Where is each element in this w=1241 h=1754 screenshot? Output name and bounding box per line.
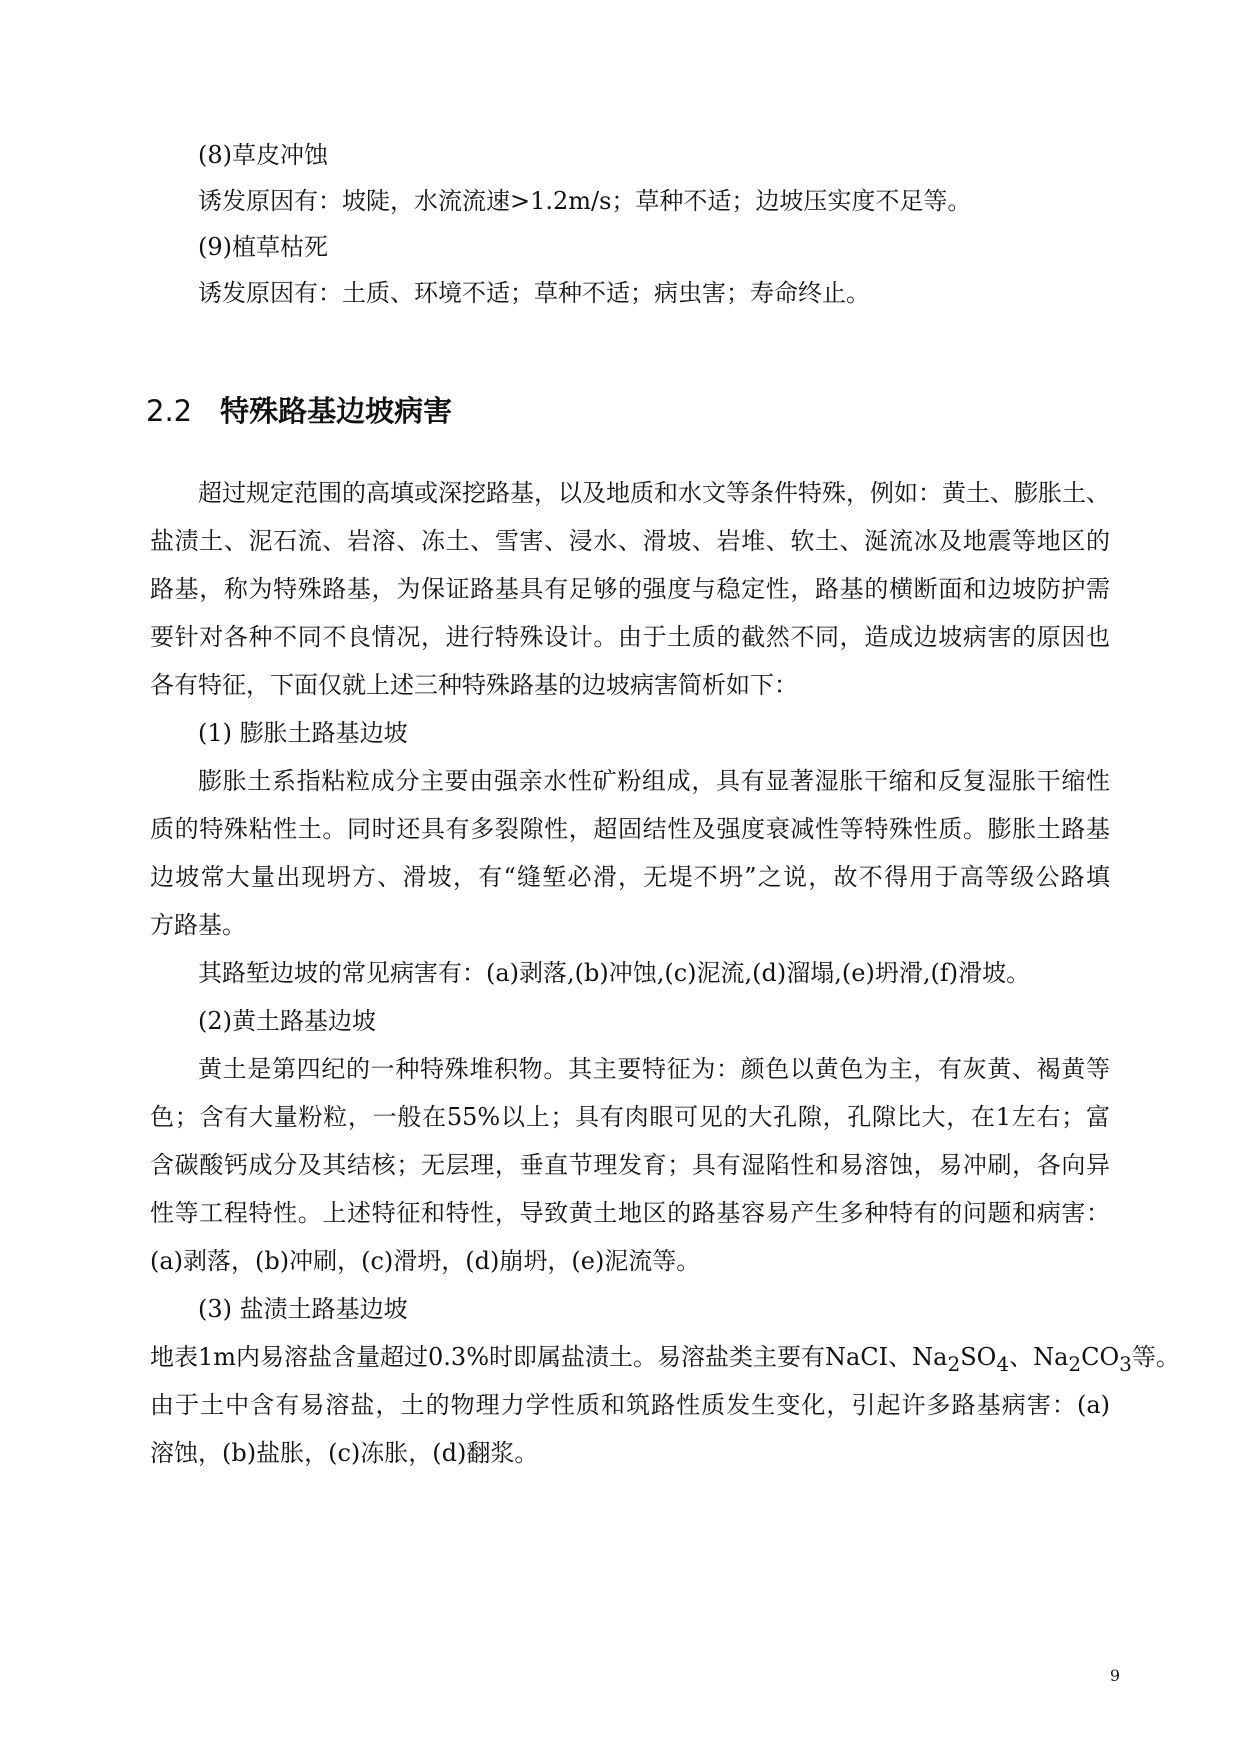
section-number: 2.2 [146,394,193,428]
formula-na2so4-sub2: 2 [947,1351,961,1376]
sub3-line-1 [150,1342,1180,1379]
item-8-cause: 诱发原因有：坡陡，水流流速>1.2m/s；草种不适；边坡压实度不足等。 [198,187,972,215]
formula-na2so4-na: Na [912,1343,948,1371]
section-title: 特殊路基边坡病害 [220,394,453,428]
sub1-body-line: 边坡常大量出现坍方、滑坡，有“缝堑必滑，无堤不坍”之说，故不得用于高等级公路填 [150,863,1110,891]
sub1-body-line: 方路基。 [150,911,246,939]
intro-line: 超过规定范围的高填或深挖路基，以及地质和水文等条件特殊，例如：黄土、膨胀土、 [198,479,1110,507]
sub1-body-line: 膨胀土系指粘粒成分主要由强亲水性矿粉组成，具有显著湿胀干缩和反复湿胀干缩性 [198,767,1110,795]
intro-line: 路基，称为特殊路基，为保证路基具有足够的强度与稳定性，路基的横断面和边坡防护需 [150,575,1110,603]
formula-na2so4-so: SO [960,1343,997,1371]
sub3-line-1-text: 地表1m内易溶盐含量超过0.3%时即属盐渍土。易溶盐类主要有NaCI、 [150,1343,913,1371]
formula-na2co3-sub2: 2 [1068,1351,1082,1376]
sub3-body-line: 由于土中含有易溶盐，土的物理力学性质和筑路性质发生变化，引起许多路基病害：(a) [150,1391,1110,1419]
item-9-cause: 诱发原因有：土质、环境不适；草种不适；病虫害；寿命终止。 [198,279,870,307]
intro-line: 盐渍土、泥石流、岩溶、冻土、雪害、浸水、滑坡、岩堆、软土、涎流冰及地震等地区的 [150,527,1110,555]
sub3-body-line: 溶蚀，(b)盐胀，(c)冻胀，(d)翻浆。 [150,1439,539,1467]
formula-na2co3-sub3: 3 [1119,1351,1132,1376]
sub1-diseases: 其路堑边坡的常见病害有：(a)剥落,(b)冲蚀,(c)泥流,(d)溜塌,(e)坍滑,(f)滑坡。 [198,959,1031,987]
sub3-line-1-end: 等。 [1131,1343,1180,1371]
sub1-title: (1) 膨胀土路基边坡 [198,719,408,747]
sub3-title: (3) 盐渍土路基边坡 [198,1295,408,1323]
formula-na2so4-sub4: 4 [996,1351,1010,1376]
sub1-body-line: 质的特殊粘性土。同时还具有多裂隙性，超固结性及强度衰减性等特殊性质。膨胀土路基 [150,815,1110,843]
item-9-title: (9)植草枯死 [198,233,328,261]
formula-na2so4 [912,1343,1010,1376]
sub2-title: (2)黄土路基边坡 [198,1007,376,1035]
page-number: 9 [1109,1666,1120,1685]
sub2-body-line: 色；含有大量粉粒，一般在55%以上；具有肉眼可见的大孔隙，孔隙比大，在1左右；富 [150,1103,1110,1131]
formula-separator: 、 [1009,1343,1034,1371]
sub2-body-line: (a)剥落，(b)冲刷，(c)滑坍，(d)崩坍，(e)泥流等。 [150,1247,701,1275]
item-8-title: (8)草皮冲蚀 [198,141,328,169]
section-heading [146,393,846,429]
formula-na2co3-na: Na [1033,1343,1069,1371]
formula-na2co3-co: CO [1081,1343,1120,1371]
sub2-body-line: 黄土是第四纪的一种特殊堆积物。其主要特征为：颜色以黄色为主，有灰黄、褐黄等 [198,1055,1110,1083]
intro-line: 要针对各种不同不良情况，进行特殊设计。由于土质的截然不同，造成边坡病害的原因也 [150,623,1110,651]
sub2-body-line: 性等工程特性。上述特征和特性，导致黄土地区的路基容易产生多种特有的问题和病害： [150,1199,1110,1227]
intro-line: 各有特征，下面仅就上述三种特殊路基的边坡病害简析如下： [150,671,798,699]
formula-na2co3 [1033,1343,1132,1376]
sub2-body-line: 含碳酸钙成分及其结核；无层理，垂直节理发育；具有湿陷性和易溶蚀，易冲刷，各向异 [150,1151,1110,1179]
